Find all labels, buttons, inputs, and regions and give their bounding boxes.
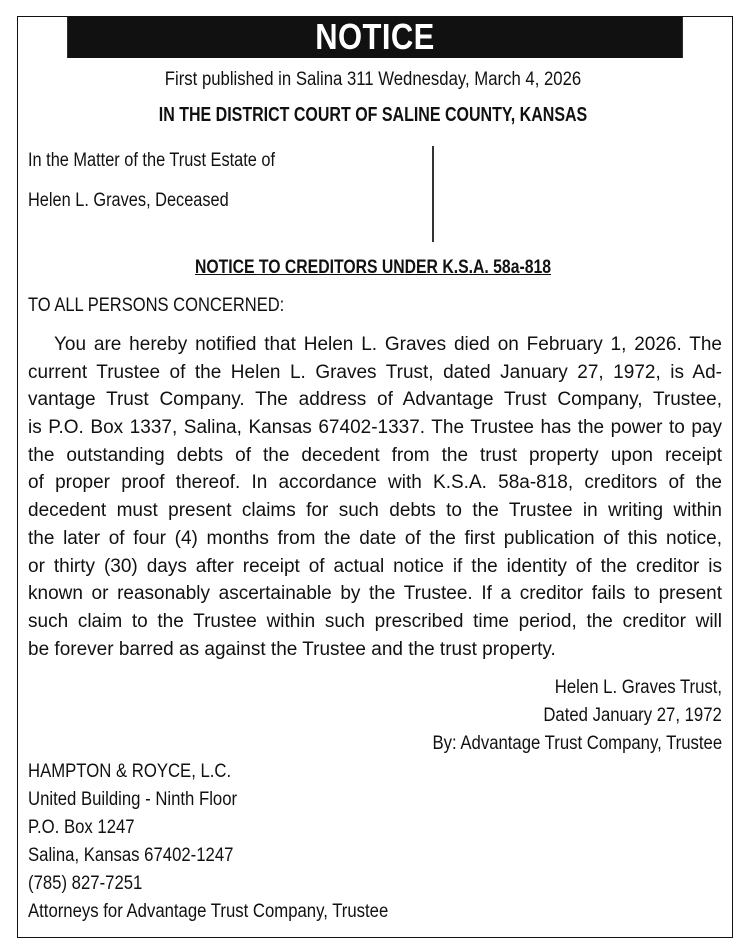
body-line: such claim to the Trustee within such prescribed time period, the creditor will xyxy=(28,610,722,632)
attorney-city: Salina, Kansas 67402-1247 xyxy=(28,845,234,866)
body-line: the outstanding debts of the decedent from the trust property upon receipt xyxy=(28,444,722,466)
signature-line-1: Helen L. Graves Trust, xyxy=(554,677,722,698)
court-name: IN THE DISTRICT COURT OF SALINE COUNTY, KANSAS xyxy=(158,104,588,126)
body-line: You are hereby notified that Helen L. Graves died on February 1, 2026. The xyxy=(54,334,722,355)
notice-banner-title: NOTICE xyxy=(67,16,683,58)
body-line: vantage Trust Company. The address of Advantage Trust Company, Trustee, xyxy=(28,389,722,411)
attorney-box: P.O. Box 1247 xyxy=(28,817,135,838)
body-line: be forever barred as against the Trustee and the trust property. xyxy=(28,638,556,660)
body-line: of proper proof thereof. In accordance with K.S.A. 58a-818, creditors of the xyxy=(28,472,722,494)
body-line: or thirty (30) days after receipt of actual notice if the identity of the creditor is xyxy=(28,555,722,577)
caption-divider xyxy=(432,146,434,242)
notice-body xyxy=(28,331,722,663)
signature-line-2: Dated January 27, 1972 xyxy=(543,705,722,726)
attorney-role: Attorneys for Advantage Trust Company, Trustee xyxy=(28,901,389,922)
body-line: known or reasonably ascertainable by the Trustee. If a creditor fails to present xyxy=(28,583,722,605)
caption-line-1: In the Matter of the Trust Estate of xyxy=(28,150,276,171)
body-line: current Trustee of the Helen L. Graves Trust, dated January 27, 1972, is Ad- xyxy=(28,361,722,383)
attorney-firm: HAMPTON & ROYCE, L.C. xyxy=(28,761,232,782)
attorney-phone: (785) 827-7251 xyxy=(28,873,143,894)
signature-line-3: By: Advantage Trust Company, Trustee xyxy=(432,733,722,754)
publication-line: First published in Salina 311 Wednesday, March 4, 2026 xyxy=(164,69,582,90)
body-line: decedent must present claims for such debts to the Trustee in writing within xyxy=(28,500,722,522)
salutation: TO ALL PERSONS CONCERNED: xyxy=(28,295,285,316)
notice-heading: NOTICE TO CREDITORS UNDER K.S.A. 58a-818 xyxy=(194,257,552,278)
caption-line-2: Helen L. Graves, Deceased xyxy=(28,190,229,211)
body-line: is P.O. Box 1337, Salina, Kansas 67402-1337. The Trustee has the power to pay xyxy=(28,417,722,439)
body-line: the later of four (4) months from the date of the first publication of this notice, xyxy=(28,527,722,549)
attorney-building: United Building - Ninth Floor xyxy=(28,789,238,810)
